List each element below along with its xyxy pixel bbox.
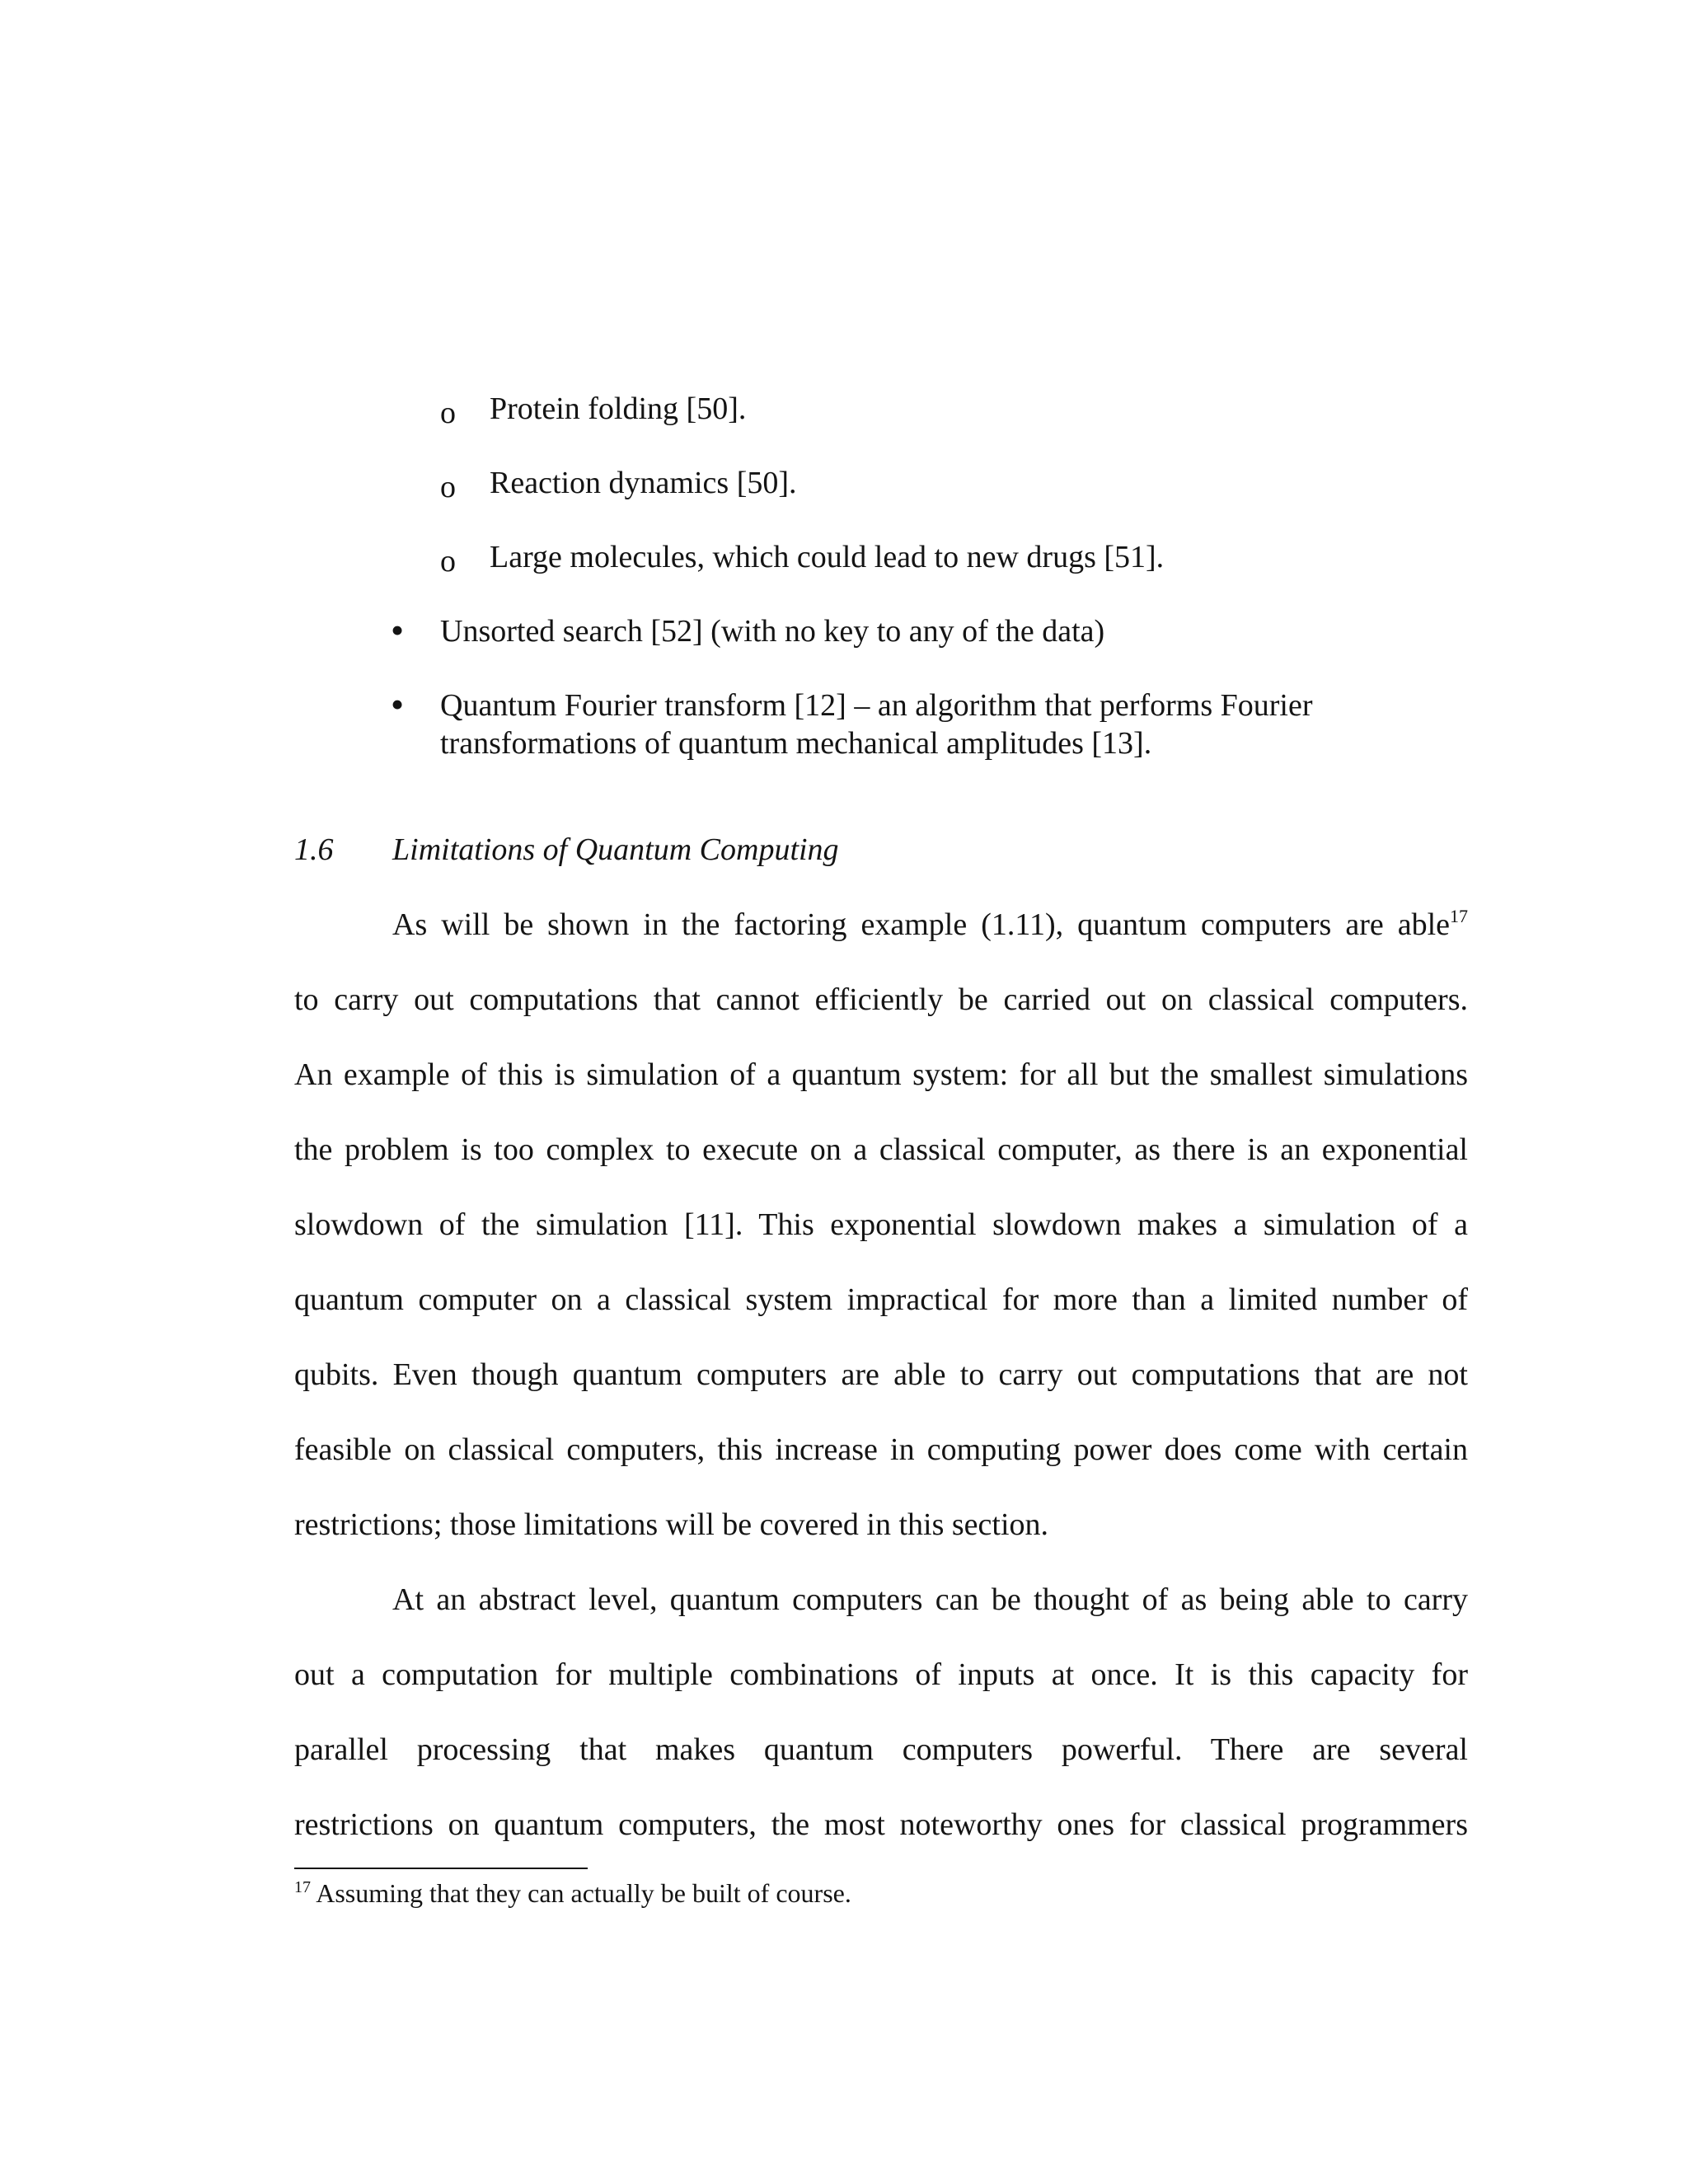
paragraph-1-line-5: slowdown of the simulation [11]. This exponential slowdown makes a simulation of a: [294, 1207, 1468, 1242]
paragraph-1-line-9: restrictions; those limitations will be covered in this section.: [294, 1507, 1049, 1542]
bullet-item-qft-line-2: transformations of quantum mechanical amplitudes [13].: [440, 726, 1152, 761]
paragraph-1-line-7: qubits. Even though quantum computers are able to carry out computations that are not: [294, 1357, 1468, 1392]
bullet-item-unsorted-search: Unsorted search [52] (with no key to any of the data): [440, 614, 1105, 649]
footnote-reference: 17: [1450, 906, 1468, 926]
paragraph-1-line-8: feasible on classical computers, this increase in computing power does come with certain: [294, 1432, 1468, 1467]
paragraph-2-line-3: parallel processing that makes quantum computers powerful. There are several: [294, 1732, 1468, 1767]
list-marker-circle: o: [440, 470, 456, 504]
footnote-divider: [294, 1868, 588, 1869]
section-number: 1.6: [294, 832, 334, 867]
bullet-item-qft-line-1: Quantum Fourier transform [12] – an algorithm that performs Fourier: [440, 688, 1313, 723]
sublist-item-protein-folding: Protein folding [50].: [490, 391, 747, 426]
paragraph-1-line-6: quantum computer on a classical system impractical for more than a limited number of: [294, 1282, 1468, 1317]
footnote: [294, 1877, 851, 1909]
list-marker-circle: o: [440, 544, 456, 579]
paragraph-1-line-3: An example of this is simulation of a quantum system: for all but the smallest simulations: [294, 1057, 1468, 1092]
paragraph-1-line-1: [392, 907, 1468, 944]
paragraph-2-line-4: restrictions on quantum computers, the most noteworthy ones for classical programmers: [294, 1807, 1468, 1842]
list-marker-bullet: •: [391, 609, 405, 651]
sublist-item-large-molecules: Large molecules, which could lead to new drugs [51].: [490, 540, 1165, 574]
paragraph-1-line-4: the problem is too complex to execute on a classical computer, as there is an exponential: [294, 1132, 1468, 1167]
section-title: Limitations of Quantum Computing: [392, 832, 839, 867]
paragraph-1-line-2: to carry out computations that cannot efficiently be carried out on classical computers.: [294, 982, 1468, 1017]
sublist-item-reaction-dynamics: Reaction dynamics [50].: [490, 466, 797, 500]
paragraph-2-line-2: out a computation for multiple combinations of inputs at once. It is this capacity for: [294, 1657, 1468, 1692]
paragraph-1-line-1-text: As will be shown in the factoring example (1.11), quantum computers are able: [392, 907, 1450, 942]
footnote-text: Assuming that they can actually be built of course.: [316, 1878, 851, 1908]
footnote-number: 17: [294, 1878, 311, 1896]
list-marker-bullet: •: [391, 683, 405, 725]
list-marker-circle: o: [440, 396, 456, 430]
paragraph-2-line-1: At an abstract level, quantum computers can be thought of as being able to carry: [392, 1582, 1468, 1617]
